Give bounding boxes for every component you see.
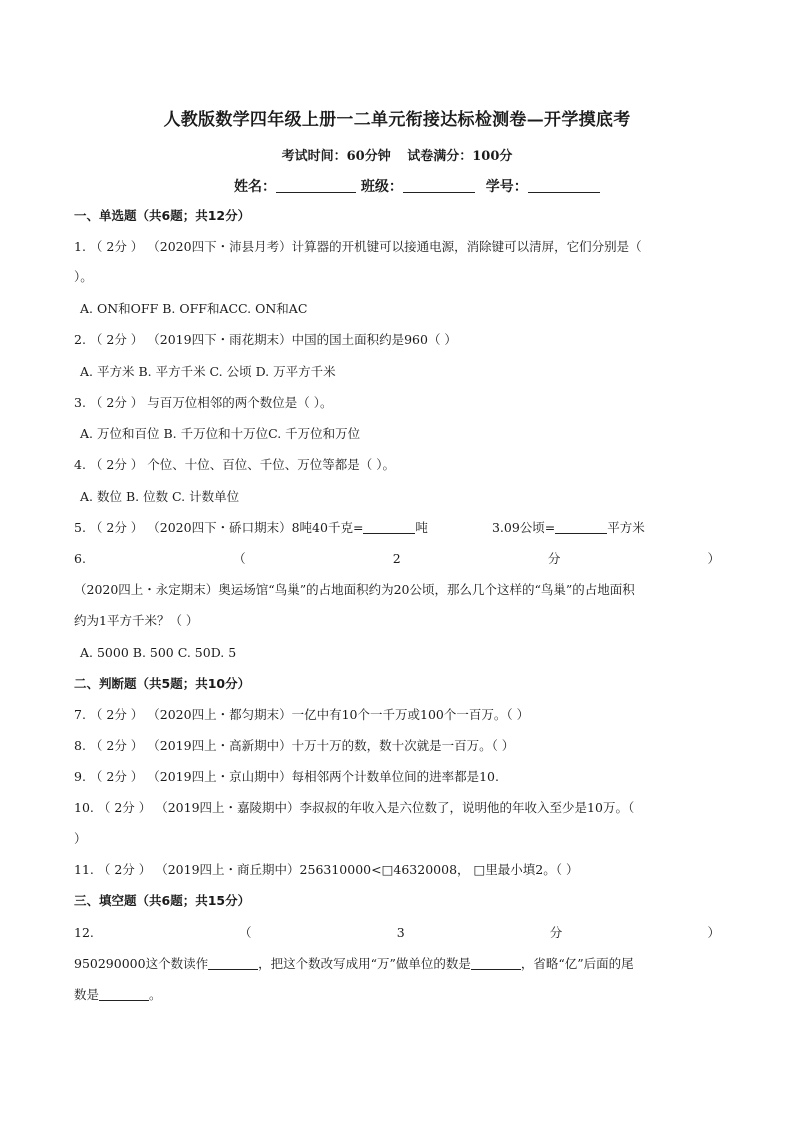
full-score: 试卷满分：100分 (407, 149, 513, 164)
question-1-stem: 1. （ 2分 ） （2020四下・沛县月考）计算器的开机键可以接通电源，消除键可以清屏，它们分别是（ (74, 239, 642, 254)
question-3-options: A. 万位和百位 B. 千万位和十万位C. 千万位和万位 (80, 426, 361, 441)
question-6-header (74, 550, 720, 568)
question-12-part-d: ，省略“亿”后面的尾 (520, 956, 634, 971)
question-7: 7. （ 2分 ） （2020四上・都匀期末）一亿中有10个一千万或100个一百万。（ ） (74, 707, 530, 722)
id-label: 学号： (485, 179, 528, 195)
question-10-stem-end: ） (74, 831, 87, 846)
section-heading-true-false: 二、判断题（共5题；共10分） (74, 676, 251, 691)
exam-time: 考试时间：60分钟 (281, 149, 391, 164)
question-12-part-f: 。 (149, 987, 162, 1002)
id-blank[interactable] (528, 178, 600, 193)
name-label: 姓名： (234, 179, 276, 195)
question-2-stem: 2. （ 2分 ） （2019四下・雨花期末）中国的国土面积约是960（ ） (74, 332, 457, 347)
question-12-paren-open: （ (239, 925, 252, 940)
question-12-points-unit: 分 (549, 925, 563, 940)
class-label: 班级： (360, 179, 403, 195)
question-12-part-c: ，把这个数改写成用“万”做单位的数是 (258, 956, 471, 971)
question-12-points: 3 (396, 925, 405, 940)
question-12-header (74, 924, 720, 942)
question-9: 9. （ 2分 ） （2019四上・京山期中）每相邻两个计数单位间的进率都是10. (74, 769, 499, 784)
page-title: 人教版数学四年级上册一二单元衔接达标检测卷—开学摸底考 (163, 110, 631, 130)
question-3-stem: 3. （ 2分 ） 与百万位相邻的两个数位是（ ）。 (74, 395, 333, 410)
question-11: 11. （ 2分 ） （2019四上・商丘期中）256310000<□46320008， □里最小填2。（ ） (74, 862, 579, 877)
question-12-part-e: 数是 (74, 987, 100, 1002)
question-12-blank-2[interactable] (471, 956, 521, 970)
question-6-points-unit: 分 (547, 551, 561, 566)
question-6-paren-open: （ (233, 551, 246, 566)
question-5 (74, 519, 645, 537)
question-12-paren-close: ） (707, 925, 720, 940)
question-6-stem: （2020四上・永定期末）奥运场馆“鸟巢”的占地面积约为20公顷，那么几个这样的“鸟巢”的占地面积 (74, 582, 635, 597)
question-5-unit-2: 平方米 (607, 520, 645, 535)
question-4-stem: 4. （ 2分 ） 个位、十位、百位、千位、万位等都是（ ）。 (74, 457, 395, 472)
question-12-stem (74, 955, 634, 973)
question-6-paren-close: ） (707, 551, 720, 566)
question-5-part-a: 5. （ 2分 ） （2020四下・硚口期末）8吨40千克= (74, 520, 364, 535)
section-heading-fill-in: 三、填空题（共6题；共15分） (74, 893, 251, 908)
question-6-points: 2 (392, 551, 401, 566)
question-12-part-b: 950290000这个数读作 (74, 956, 209, 971)
class-blank[interactable] (403, 178, 475, 193)
question-2-options: A. 平方米 B. 平方千米 C. 公顷 D. 万平方千米 (80, 364, 336, 379)
question-8: 8. （ 2分 ） （2019四上・高新期中）十万十万的数，数十次就是一百万。（ ） (74, 738, 515, 753)
question-4-options: A. 数位 B. 位数 C. 计数单位 (80, 489, 240, 504)
exam-meta (0, 145, 794, 164)
question-6-stem-end: 约为1平方千米？（ ） (74, 613, 199, 628)
name-blank[interactable] (276, 178, 356, 193)
question-12-blank-1[interactable] (208, 956, 258, 970)
question-6-number: 6. (74, 551, 86, 566)
section-heading-single-choice: 一、单选题（共6题；共12分） (74, 208, 251, 223)
question-5-blank-1[interactable] (363, 520, 415, 534)
question-6-options: A. 5000 B. 500 C. 50D. 5 (80, 645, 237, 660)
question-5-unit-1: 吨 (415, 520, 428, 535)
question-5-part-c: 3.09公顷= (491, 520, 556, 535)
question-10-stem: 10. （ 2分 ） （2019四上・嘉陵期中）李叔叔的年收入是六位数了，说明他的年收入至少是10万。（ (74, 800, 635, 815)
question-12-number: 12. (74, 925, 94, 940)
student-info (234, 176, 600, 196)
question-5-blank-2[interactable] (555, 520, 607, 534)
question-1-options: A. ON和OFF B. OFF和ACC. ON和AC (80, 301, 308, 316)
question-12-stem-end (74, 986, 162, 1004)
question-1-stem-end: ）。 (74, 269, 93, 284)
question-12-blank-3[interactable] (99, 987, 149, 1001)
